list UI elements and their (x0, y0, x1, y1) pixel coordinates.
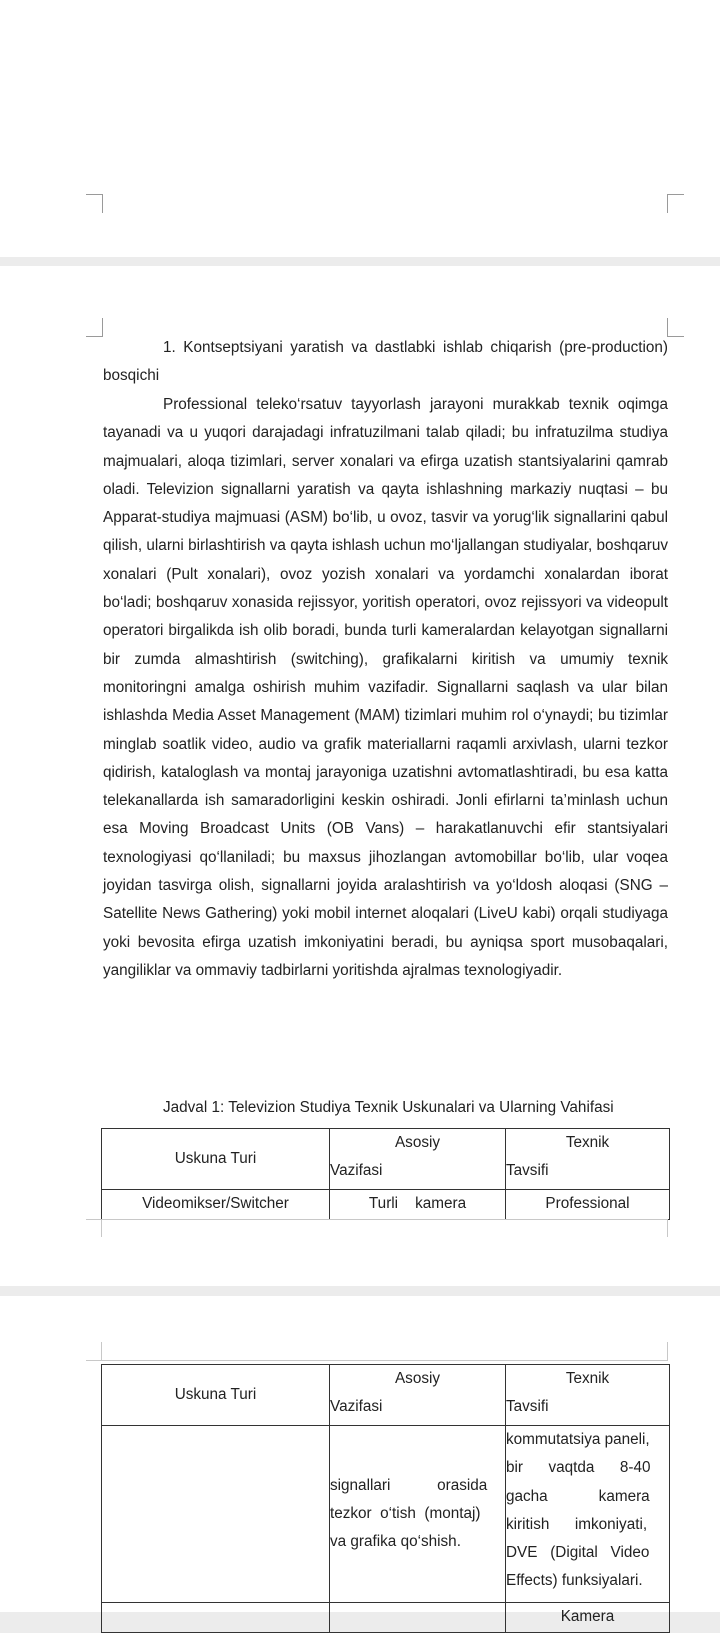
margin-corner-mark (86, 194, 103, 213)
cell-line: gacha kamera (506, 1487, 650, 1505)
table-cell-text: Turli kamera (368, 1195, 467, 1212)
table-cell (102, 1603, 330, 1633)
equipment-table-continued (101, 1364, 670, 1633)
table-header-row (102, 1129, 670, 1190)
margin-corner-mark (86, 318, 103, 337)
header-line: Texnik (565, 1134, 610, 1151)
margin-corner-mark (667, 318, 684, 337)
cell-line: signallari orasida (330, 1476, 488, 1494)
header-cell-main-function (330, 1129, 506, 1190)
table-row (102, 1426, 670, 1603)
table-cell (330, 1603, 506, 1633)
cell-line: Effects) funksiyalari. (506, 1572, 643, 1590)
header-line: Tavsifi (506, 1162, 549, 1180)
table-cell: Kamera (506, 1603, 670, 1633)
table-cell-function (330, 1426, 506, 1603)
table-cell: Videomikser/Switcher (102, 1190, 330, 1220)
table-cell: Professional (506, 1190, 670, 1220)
margin-tick (667, 1219, 668, 1237)
header-cell-equipment-type: Uskuna Turi (102, 1129, 330, 1190)
page-previous (0, 0, 720, 257)
header-cell-equipment-type: Uskuna Turi (102, 1365, 330, 1426)
body-paragraph: Professional teleko‘rsatuv tayyorlash jarayoni murakkab texnik oqimga tayanadi va u yuqori darajadagi infratuzilmani talab qiladi; bu infratuzilma studiya majmualari, aloqa tizimlari, server xonalari va efirga uzatish stantsiyalarini qamrab oladi. Televizion signallarni yaratish va qayta ishlashning markaziy nuqtasi – bu Apparat-studiya majmuasi (ASM) bo‘lib, u ovoz, tasvir va yorug‘lik signallarini qabul qilish, ularni birlashtirish va qayta ishlash uchun mo‘ljallangan studiyalar, boshqaruv xonalari (Pult xonalari), ovoz yozish xonalari va yordamchi xonalardan iborat bo‘ladi; boshqaruv xonasida rejissyor, yoritish operatori, ovoz rejissyori va videopult operatori birgalikda ish olib boradi, bunda turli kameralardan kelayotgan signallarni bir zumda almashtirish (switching), grafikalarni kiritish va umumiy texnik monitoringni amalga oshirish muhim vazifadir. Signallarni saqlash va ular bilan ishlashda Media Asset Management (MAM) tizimlari muhim rol o‘ynaydi; bu tizimlar minglab soatlik video, audio va grafik materiallarni raqamli arxivlash, ularni tezkor qidirish, kataloglash va montaj jarayoniga uzatishni avtomatlashtiradi, bu esa katta telekanallarda ish samaradorligini keskin oshiradi. Jonli efirlarni ta’minlash uchun esa Moving Broadcast Units (OB Vans) – harakatlanuvchi efir stantsiyalari texnologiyasi qo‘llaniladi; bu maxsus jihozlangan avtomobillar bo‘lib, ular voqea joyidan tasvirga olish, signallarni joyida aralashtirish va yo‘ldosh aloqasi (SNG – Satellite News Gathering) yoki mobil internet aloqalari (LiveU kabi) orqali studiyaga yoki bevosita efirga uzatish imkoniyatini beradi, bu ayniqsa sport musobaqalari, yangiliklar va ommaviy tadbirlarni yoritishda ajralmas texnologiyadir. (103, 396, 668, 979)
table-cell (102, 1426, 330, 1603)
cell-line: tezkor o‘tish (montaj) (330, 1504, 481, 1522)
header-line: Asosiy (394, 1370, 441, 1387)
cell-line: DVE (Digital Video (506, 1544, 650, 1562)
header-cell-technical-description (506, 1129, 670, 1190)
header-line: Vazifasi (330, 1162, 383, 1180)
table-cell (330, 1190, 506, 1220)
header-line: Asosiy (394, 1134, 441, 1151)
header-cell-technical-description (506, 1365, 670, 1426)
header-cell-main-function (330, 1365, 506, 1426)
table-caption: Jadval 1: Televizion Studiya Texnik Uskunalari va Ularning Vahifasi (163, 1099, 614, 1116)
table-header-row (102, 1365, 670, 1426)
table-row (102, 1190, 670, 1220)
table-cell-description (506, 1426, 670, 1603)
margin-corner-mark (667, 194, 684, 213)
table-continuation-line (86, 1360, 668, 1361)
cell-line: kiritish imkoniyati, (506, 1515, 648, 1533)
cell-line: bir vaqtda 8-40 (506, 1459, 651, 1477)
section-heading: 1. Kontseptsiyani yaratish va dastlabki ishlab chiqarish (pre-production) bosqichi (103, 339, 668, 385)
cell-line: va grafika qo‘shish. (330, 1533, 461, 1551)
margin-tick (101, 1219, 102, 1237)
header-line: Tavsifi (506, 1398, 549, 1416)
equipment-table (101, 1128, 670, 1220)
table-row-partial (102, 1603, 670, 1633)
header-line: Vazifasi (330, 1398, 383, 1416)
table-continuation-line (86, 1219, 668, 1220)
margin-tick (667, 1342, 668, 1360)
header-line: Texnik (565, 1370, 610, 1387)
cell-line: kommutatsiya paneli, (506, 1431, 650, 1448)
margin-tick (101, 1342, 102, 1360)
